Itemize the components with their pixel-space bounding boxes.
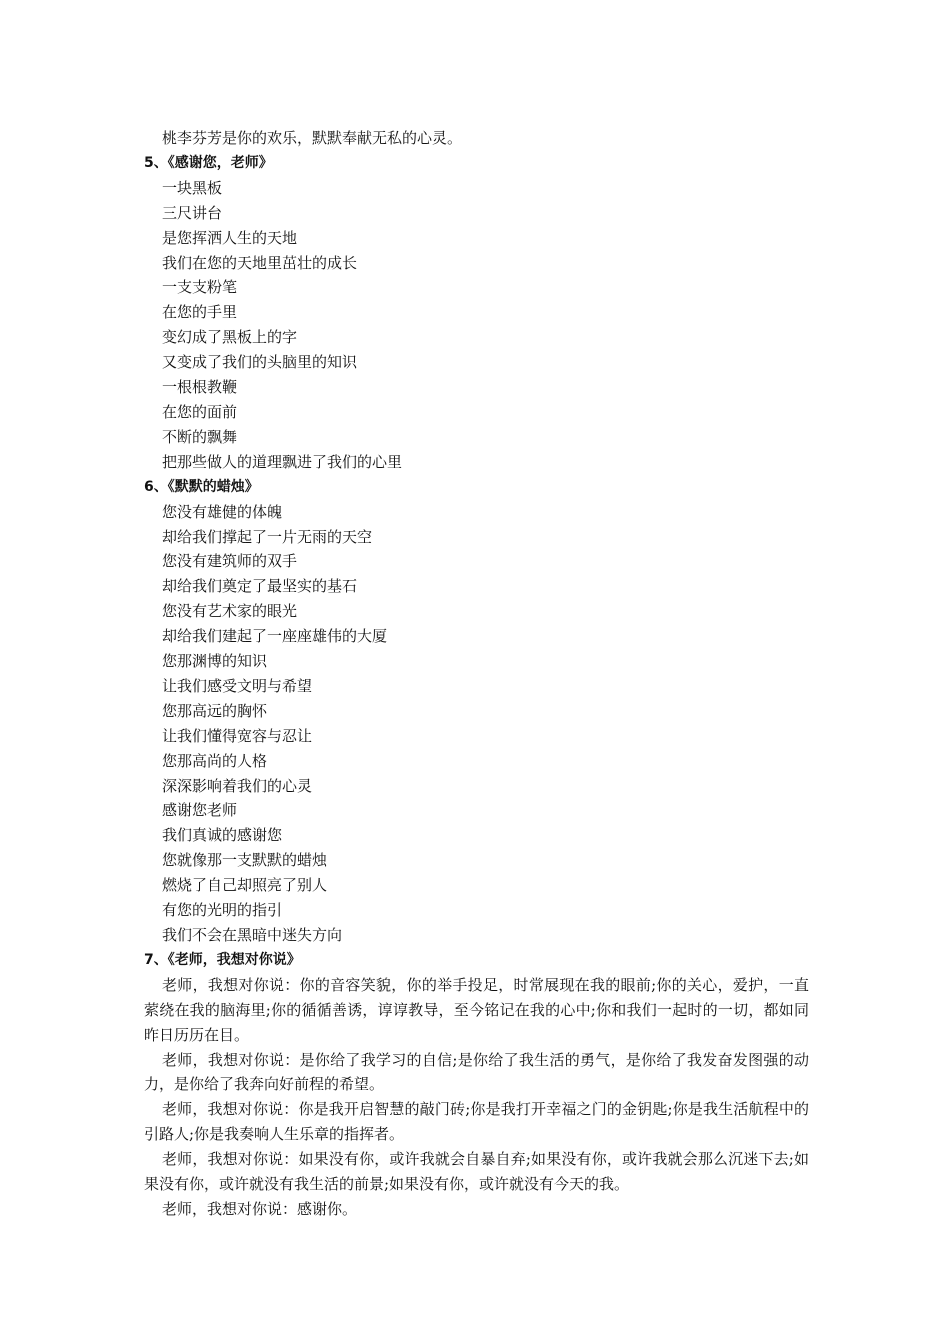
poem-line: 是您挥洒人生的天地 — [162, 228, 298, 247]
poem-line: 在您的面前 — [162, 402, 238, 421]
poem-line: 燃烧了自己却照亮了别人 — [162, 876, 328, 895]
body-paragraph: 老师，我想对你说：是你给了我学习的自信;是你给了我生活的勇气，是你给了我发奋发图强的动力，是你给了我奔向好前程的希望。 — [144, 1050, 809, 1094]
poem-line: 让我们懂得宽容与忍让 — [162, 726, 313, 745]
poem-line: 您没有雄健的体魄 — [162, 502, 283, 521]
poem-line: 一根根教鞭 — [162, 378, 238, 397]
poem-line: 有您的光明的指引 — [162, 901, 283, 920]
poem-line: 您没有建筑师的双手 — [162, 552, 298, 571]
poem-line: 感谢您老师 — [162, 801, 238, 820]
poem-line: 让我们感受文明与希望 — [162, 676, 313, 695]
body-paragraph: 老师，我想对你说：你是我开启智慧的敲门砖;你是我打开幸福之门的金钥匙;你是我生活航程中的引路人;你是我奏响人生乐章的指挥者。 — [144, 1100, 809, 1144]
poem-line: 您没有艺术家的眼光 — [162, 602, 298, 621]
poem-line: 却给我们建起了一座座雄伟的大厦 — [162, 627, 388, 646]
poem-line: 您那高尚的人格 — [162, 751, 268, 770]
poem-line: 深深影响着我们的心灵 — [162, 776, 313, 795]
document-body — [144, 126, 809, 1222]
poem-line: 我们在您的天地里茁壮的成长 — [162, 253, 358, 272]
body-paragraph: 老师，我想对你说：你的音容笑貌，你的举手投足，时常展现在我的眼前;你的关心，爱护，一直萦绕在我的脑海里;你的循循善诱，谆谆教导，至今铭记在我的心中;你和我们一起时的一切，都如同昨日历历在目。 — [144, 975, 809, 1044]
poem-line: 又变成了我们的头脑里的知识 — [162, 353, 358, 372]
poem-line: 不断的飘舞 — [162, 427, 238, 446]
poem-line: 却给我们奠定了最坚实的基石 — [162, 577, 358, 596]
poem-line: 三尺讲台 — [162, 203, 223, 222]
poem-line: 变幻成了黑板上的字 — [162, 328, 298, 347]
poem-line: 您那渊博的知识 — [162, 652, 268, 671]
poem-line: 一支支粉笔 — [162, 278, 238, 297]
poem-line: 您就像那一支默默的蜡烛 — [162, 851, 328, 870]
section-heading-7: 7、《老师，我想对你说》 — [144, 951, 301, 968]
poem-line: 在您的手里 — [162, 303, 238, 322]
intro-line: 桃李芬芳是你的欢乐，默默奉献无私的心灵。 — [162, 129, 463, 147]
poem-line: 我们真诚的感谢您 — [162, 826, 283, 845]
poem-line: 把那些做人的道理飘进了我们的心里 — [162, 452, 403, 471]
poem-line: 却给我们撑起了一片无雨的天空 — [162, 527, 373, 546]
section-heading-6: 6、《默默的蜡烛》 — [144, 478, 259, 495]
poem-line: 我们不会在黑暗中迷失方向 — [162, 926, 343, 944]
poem-line: 您那高远的胸怀 — [162, 701, 268, 720]
body-paragraph: 老师，我想对你说：如果没有你，或许我就会自暴自弃;如果没有你，或许我就会那么沉迷下去;如果没有你，或许就没有我生活的前景;如果没有你，或许就没有今天的我。 — [144, 1150, 809, 1194]
body-paragraph: 老师，我想对你说：感谢你。 — [162, 1199, 358, 1218]
poem-line: 一块黑板 — [162, 178, 223, 197]
section-heading-5: 5、《感谢您，老师》 — [144, 154, 273, 171]
